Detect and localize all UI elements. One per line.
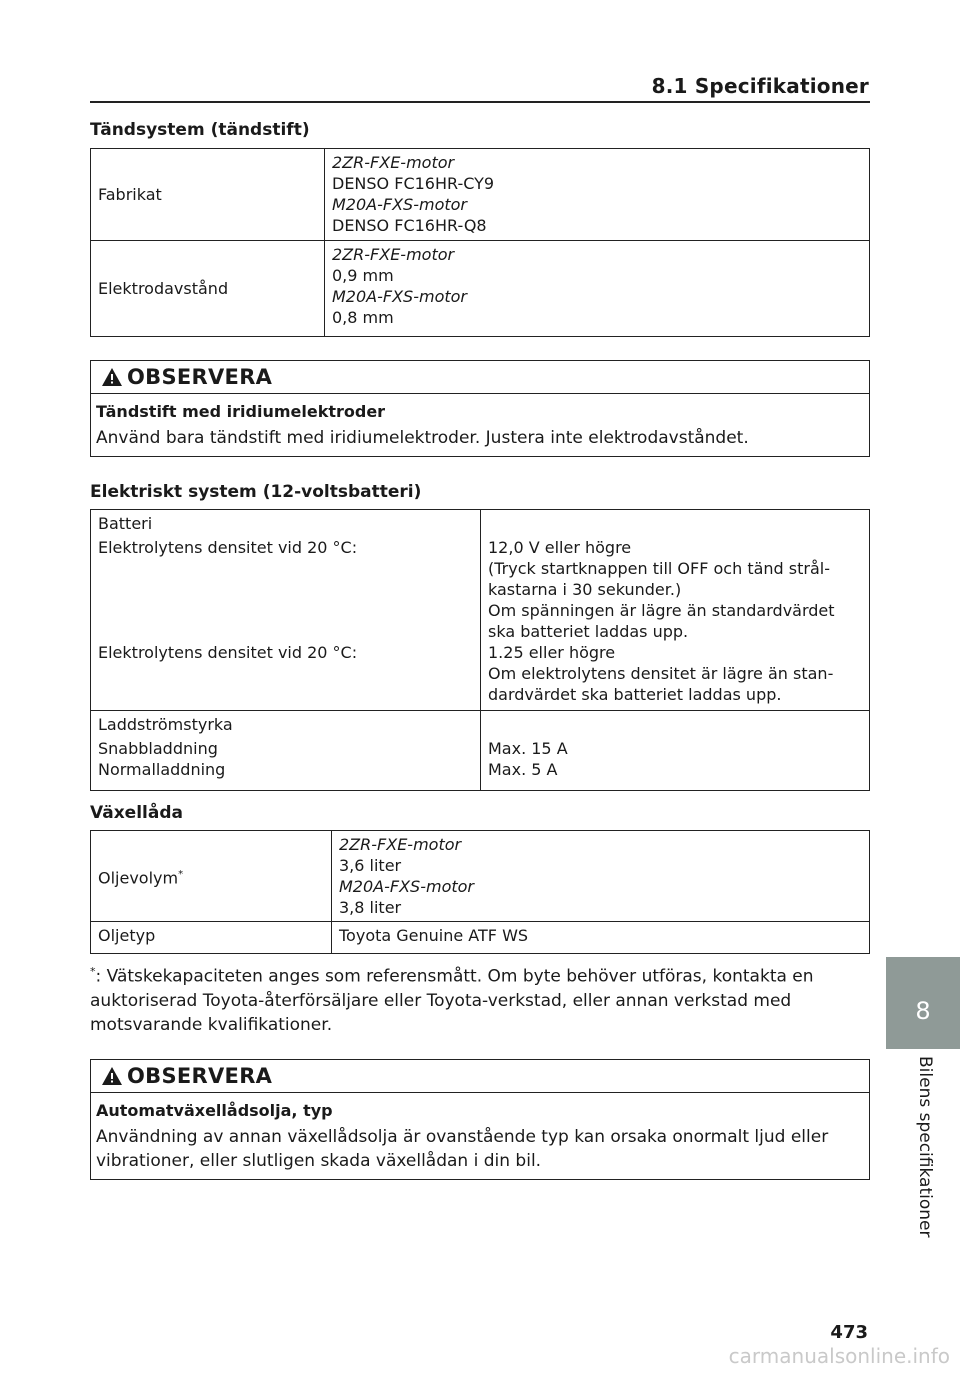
ignition-table <box>90 148 870 337</box>
footnote-mark: * <box>178 868 184 880</box>
engine-label: M20A-FXS-motor <box>339 877 474 896</box>
oil-volume-value <box>332 831 870 922</box>
transmission-heading: Växellåda <box>90 803 183 823</box>
table-row <box>91 711 870 791</box>
table-row <box>91 510 870 711</box>
spec-value: 0,8 mm <box>332 308 394 327</box>
page-number: 473 <box>830 1322 868 1343</box>
notice-subtitle: Automatväxellådsolja, typ <box>96 1101 333 1120</box>
engine-label: 2ZR-FXE-motor <box>332 153 455 172</box>
battery-title: Batteri <box>98 514 153 533</box>
engine-label: 2ZR-FXE-motor <box>332 245 455 264</box>
notice-text: Använd bara tändstift med iridiumelektroder. Justera inte elektrodavståndet. <box>96 428 749 448</box>
watermark: carmanualsonline.info <box>728 1344 950 1368</box>
chapter-number: 8 <box>915 997 931 1025</box>
battery-item-label: Elektrolytens densitet vid 20 °C: <box>98 538 358 557</box>
charging-title: Laddströmstyrka <box>98 715 233 734</box>
table-row <box>91 241 870 337</box>
chapter-label: Bilens specifikationer <box>915 1056 935 1238</box>
notice-text: Användning av annan växellådsolja är ovanstående typ kan orsaka onormalt ljud eller vibrationer, eller slutligen skada växellådan i din bil. <box>96 1127 829 1171</box>
ignition-heading: Tändsystem (tändstift) <box>90 120 310 140</box>
warning-triangle-icon <box>101 367 123 387</box>
spec-note: ska batteriet laddas upp. <box>488 622 689 641</box>
ignition-row-label: Elektrodavstånd <box>91 241 325 337</box>
spec-value: 12,0 V eller högre <box>488 538 632 557</box>
oil-type-value: Toyota Genuine ATF WS <box>332 922 870 954</box>
transmission-table <box>90 830 870 954</box>
spec-value: 3,8 liter <box>339 898 402 917</box>
footnote-mark: * <box>90 965 96 978</box>
table-row <box>91 149 870 241</box>
spec-value: DENSO FC16HR-CY9 <box>332 174 495 193</box>
table-row <box>91 922 870 954</box>
engine-label: 2ZR-FXE-motor <box>339 835 462 854</box>
spec-note: (Tryck startknappen till OFF och tänd strål- <box>488 559 830 578</box>
notice-title: OBSERVERA <box>127 1064 273 1088</box>
spec-value: 0,9 mm <box>332 266 394 285</box>
notice-header <box>91 361 869 394</box>
footnote-text: : Vätskekapaciteten anges som referensmått. Om byte behöver utföras, kontakta en auktoriserad Toyota-återförsäljare eller Toyota-verkstad, eller annan verkstad med motsvarande kvalifikationer. <box>90 966 814 1035</box>
engine-label: M20A-FXS-motor <box>332 287 467 306</box>
notice-box <box>90 1059 870 1180</box>
ignition-row-label: Fabrikat <box>91 149 325 241</box>
electrical-heading: Elektriskt system (12-voltsbatteri) <box>90 482 422 502</box>
spec-note: Om elektrolytens densitet är lägre än stan- <box>488 664 834 683</box>
notice-box <box>90 360 870 457</box>
chapter-tab[interactable] <box>886 957 960 1049</box>
electrical-table <box>90 509 870 791</box>
header-rule <box>90 101 870 103</box>
footnote <box>90 960 870 1037</box>
spec-note: kastarna i 30 sekunder.) <box>488 580 682 599</box>
notice-title: OBSERVERA <box>127 365 273 389</box>
charging-labels <box>91 711 481 791</box>
warning-triangle-icon <box>101 1066 123 1086</box>
spec-note: Om spänningen är lägre än standardvärdet <box>488 601 835 620</box>
section-title: 8.1 Specifikationer <box>651 74 869 98</box>
notice-header <box>91 1060 869 1093</box>
charging-values <box>481 711 870 791</box>
spec-note: dardvärdet ska batteriet laddas upp. <box>488 685 782 704</box>
ignition-row-value <box>325 241 870 337</box>
battery-labels <box>91 510 481 711</box>
spec-value: 3,6 liter <box>339 856 402 875</box>
oil-volume-text: Oljevolym <box>98 868 179 888</box>
charging-label: Normalladdning <box>98 760 226 779</box>
spec-value: DENSO FC16HR-Q8 <box>332 216 487 235</box>
table-row <box>91 831 870 922</box>
spec-value: Max. 15 A <box>488 739 568 758</box>
battery-values <box>481 510 870 711</box>
notice-subtitle: Tändstift med iridiumelektroder <box>96 402 386 421</box>
spec-value: Max. 5 A <box>488 760 558 779</box>
engine-label: M20A-FXS-motor <box>332 195 467 214</box>
oil-volume-label <box>91 831 332 922</box>
charging-label: Snabbladdning <box>98 739 218 758</box>
spec-value: 1.25 eller högre <box>488 643 616 662</box>
battery-item-label: Elektrolytens densitet vid 20 °C: <box>98 643 358 662</box>
ignition-row-value <box>325 149 870 241</box>
oil-type-label: Oljetyp <box>91 922 332 954</box>
